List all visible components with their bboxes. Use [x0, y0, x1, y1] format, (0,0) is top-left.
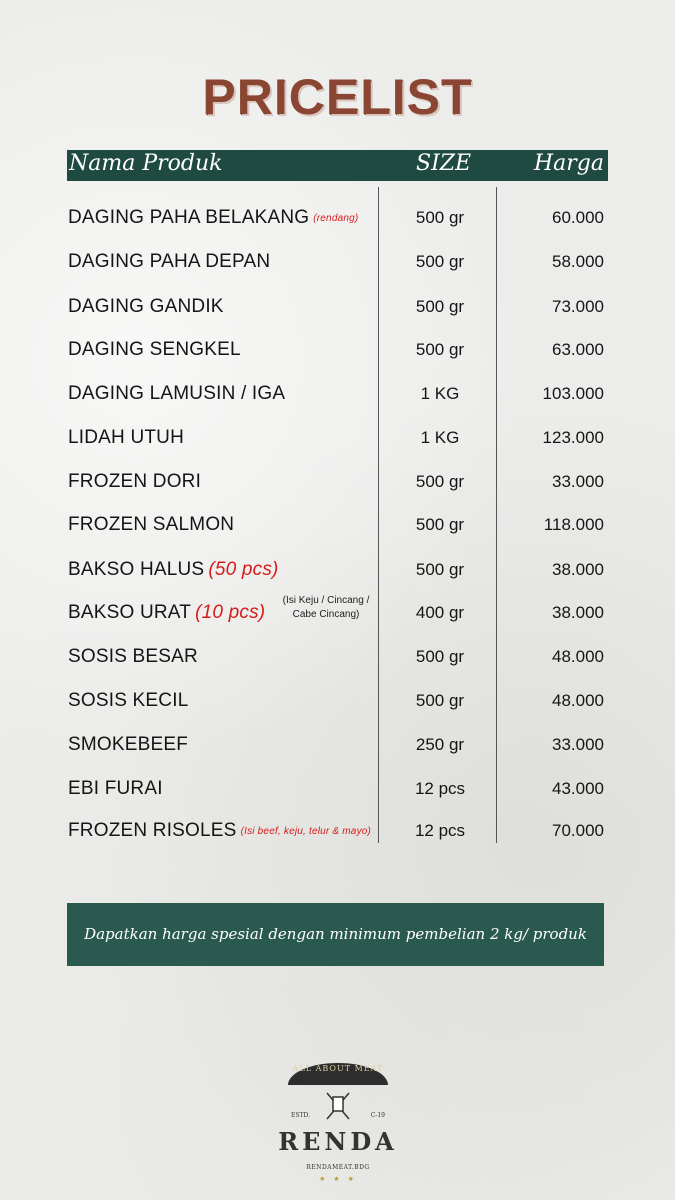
- product-name: [68, 251, 270, 273]
- product-price: 73.000: [552, 297, 604, 316]
- product-price: 33.000: [552, 472, 604, 491]
- product-price: 38.000: [552, 560, 604, 579]
- list-item: [0, 595, 675, 642]
- product-price: 123.000: [542, 428, 604, 447]
- list-item: [0, 383, 675, 423]
- list-item: [0, 646, 675, 686]
- product-price: 48.000: [552, 691, 604, 710]
- product-name-text: SOSIS KECIL: [68, 690, 189, 711]
- product-price: 58.000: [552, 252, 604, 271]
- product-price: 38.000: [552, 603, 604, 622]
- product-size: 400 gr: [415, 603, 465, 622]
- product-name: [68, 559, 279, 581]
- product-size: 500 gr: [415, 472, 465, 491]
- product-name-text: DAGING SENGKEL: [68, 339, 241, 360]
- product-price: 70.000: [552, 821, 604, 840]
- product-size: 500 gr: [415, 560, 465, 579]
- product-name-text: FROZEN SALMON: [68, 514, 235, 535]
- product-name: [68, 383, 285, 405]
- logo-tagline: ALL ABOUT MEAT: [292, 1064, 384, 1073]
- promo-banner: Dapatkan harga spesial dengan minimum pembelian 2 kg/ produk: [67, 903, 604, 966]
- product-size: 500 gr: [415, 515, 465, 534]
- header-product: Nama Produk: [69, 151, 223, 176]
- product-name: [68, 734, 188, 756]
- product-note: (Isi beef, keju, telur & mayo): [240, 826, 372, 837]
- product-size: 500 gr: [415, 647, 465, 666]
- product-size: 12 pcs: [414, 821, 466, 840]
- list-item: [0, 471, 675, 511]
- page-title: PRICELIST: [202, 69, 473, 125]
- product-price: 60.000: [552, 208, 604, 227]
- product-name-text: LIDAH UTUH: [68, 427, 185, 448]
- product-size: 1 KG: [420, 428, 460, 447]
- product-name-text: DAGING PAHA DEPAN: [68, 251, 271, 272]
- product-size: 500 gr: [415, 691, 465, 710]
- product-quantity: (10 pcs): [195, 602, 266, 623]
- logo-stars: ★ ★ ★: [319, 1176, 357, 1183]
- product-size: 500 gr: [415, 208, 465, 227]
- list-item: [0, 820, 675, 860]
- product-name-text: SOSIS BESAR: [68, 646, 198, 667]
- product-size: 500 gr: [415, 252, 465, 271]
- product-quantity: (50 pcs): [208, 559, 279, 580]
- product-name-text: EBI FURAI: [68, 778, 163, 799]
- product-price: 48.000: [552, 647, 604, 666]
- product-name: [68, 427, 184, 449]
- product-size: 250 gr: [415, 735, 465, 754]
- product-size: 12 pcs: [414, 779, 466, 798]
- product-name-text: DAGING GANDIK: [68, 296, 224, 317]
- product-note: (rendang): [313, 213, 359, 224]
- product-name-text: BAKSO URAT: [68, 602, 192, 623]
- product-name: [68, 471, 201, 493]
- product-name-text: FROZEN DORI: [68, 471, 202, 492]
- header-size: SIZE: [416, 151, 472, 176]
- logo-year: C-19: [370, 1112, 385, 1119]
- product-name: [68, 690, 188, 712]
- product-name-text: BAKSO HALUS: [68, 559, 205, 580]
- product-price: 118.000: [543, 515, 604, 534]
- product-name: [68, 646, 198, 668]
- cleaver-icon: [323, 1089, 353, 1123]
- list-item: [0, 690, 675, 730]
- list-item: [0, 514, 675, 554]
- list-item: [0, 251, 675, 291]
- product-size: 1 KG: [420, 384, 460, 403]
- product-name: [68, 820, 371, 842]
- list-item: [0, 734, 675, 774]
- product-name: [68, 602, 265, 624]
- product-price: 63.000: [552, 340, 604, 359]
- product-price: 43.000: [552, 779, 604, 798]
- brand-logo: [263, 1055, 413, 1195]
- header-price: Harga: [533, 151, 604, 176]
- list-item: [0, 778, 675, 818]
- product-price: 103.000: [542, 384, 604, 403]
- table-header: [67, 150, 608, 181]
- list-item: [0, 296, 675, 336]
- product-name: [68, 778, 163, 800]
- product-name: [68, 339, 241, 361]
- list-item: [0, 207, 675, 247]
- list-item: [0, 559, 675, 599]
- list-item: [0, 427, 675, 467]
- product-price: 33.000: [552, 735, 604, 754]
- product-size: 500 gr: [415, 340, 465, 359]
- product-name: [68, 207, 358, 229]
- product-name-text: DAGING LAMUSIN / IGA: [68, 383, 286, 404]
- product-name: [68, 296, 224, 318]
- list-item: [0, 339, 675, 379]
- product-variant-note: (Isi Keju / Cincang / Cabe Cincang): [282, 595, 370, 620]
- logo-estd: ESTD.: [291, 1112, 310, 1119]
- product-name-text: FROZEN RISOLES: [68, 820, 237, 841]
- product-name: [68, 514, 234, 536]
- product-name-text: SMOKEBEEF: [68, 734, 189, 755]
- logo-handle: RENDAMEAT.BDG: [306, 1164, 370, 1171]
- product-name-text: DAGING PAHA BELAKANG: [68, 207, 310, 228]
- product-size: 500 gr: [415, 297, 465, 316]
- logo-brand-name: RENDA: [278, 1127, 398, 1156]
